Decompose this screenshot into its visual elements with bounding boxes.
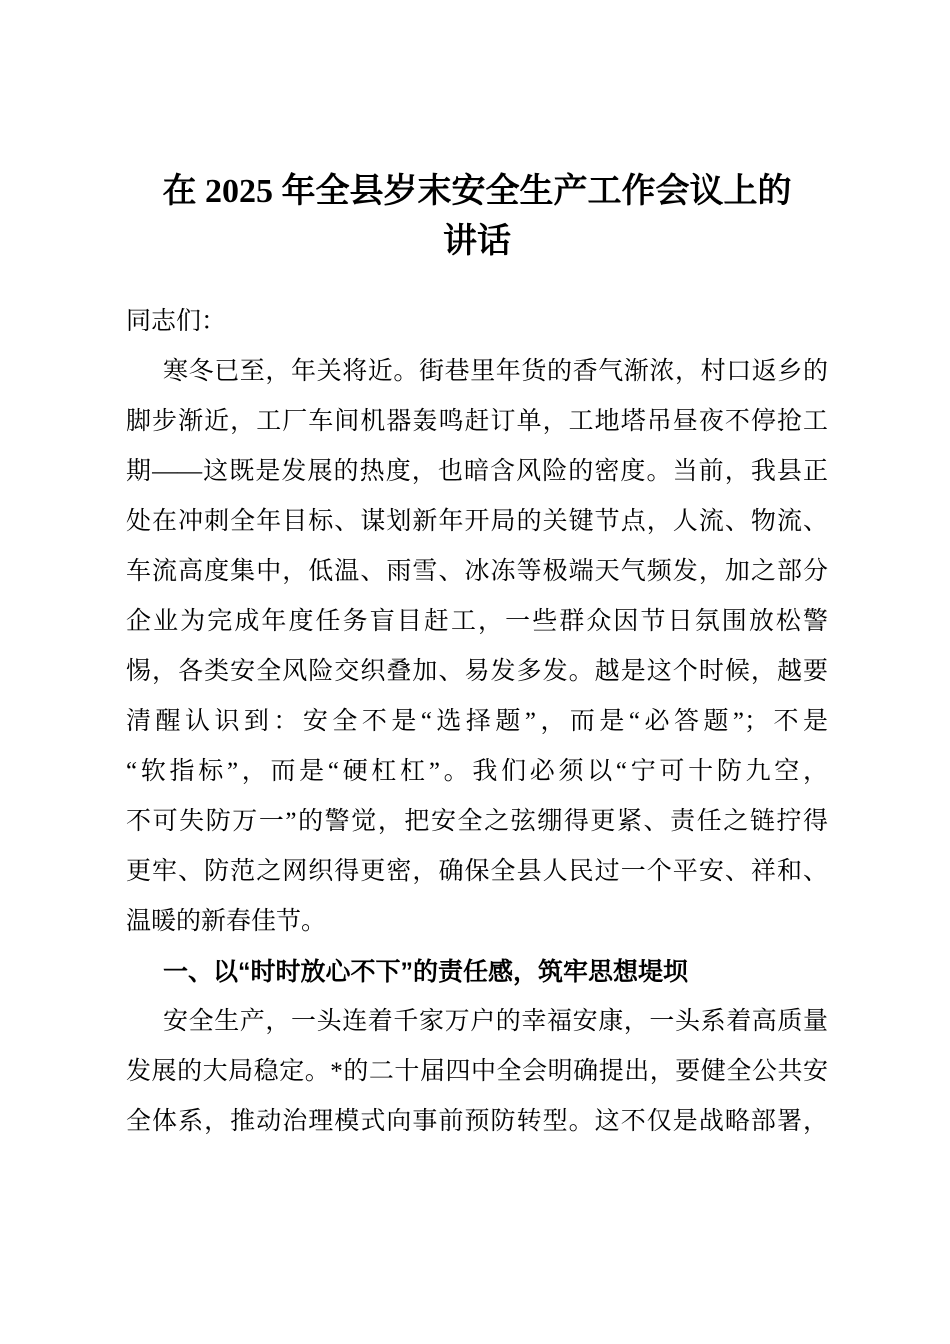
text-line: 更牢、防范之网织得更密，确保全县人民过一个平安、祥和、 [126, 858, 828, 885]
text-line: 同志们： [126, 308, 227, 335]
text-line: 惕，各类安全风险交织叠加、易发多发。越是这个时候，越要 [126, 658, 828, 685]
title-line-1: 在 2025 年全县岁末安全生产工作会议上的 [162, 173, 792, 210]
document-title [126, 167, 828, 267]
text-line: 安全生产，一头连着千家万户的幸福安康，一头系着高质量 [163, 1008, 828, 1035]
text-line: 全体系，推动治理模式向事前预防转型。这不仅是战略部署， [126, 1108, 828, 1135]
text-line: 温暖的新春佳节。 [126, 908, 327, 935]
text-line: 不可失防万一”的警觉，把安全之弦绷得更紧、责任之链拧得 [126, 808, 828, 835]
text-line: 脚步渐近，工厂车间机器轰鸣赶订单，工地塔吊昼夜不停抢工 [126, 408, 828, 435]
text-line: “软指标”，而是“硬杠杠”。我们必须以“宁可十防九空， [126, 758, 828, 785]
text-line: 车流高度集中，低温、雨雪、冰冻等极端天气频发，加之部分 [126, 558, 828, 585]
text-line: 清醒认识到：安全不是“选择题”，而是“必答题”；不是 [126, 708, 828, 735]
text-line: 处在冲刺全年目标、谋划新年开局的关键节点，人流、物流、 [126, 508, 828, 535]
document-body [126, 297, 828, 1147]
text-line: 期——这既是发展的热度，也暗含风险的密度。当前，我县正 [126, 458, 828, 485]
title-line-2: 讲话 [443, 223, 511, 260]
section-heading: 一、以“时时放心不下”的责任感，筑牢思想堤坝 [163, 958, 689, 986]
text-line: 寒冬已至，年关将近。街巷里年货的香气渐浓，村口返乡的 [163, 358, 828, 385]
text-line: 发展的大局稳定。*的二十届四中全会明确提出，要健全公共安 [126, 1058, 828, 1085]
text-line: 企业为完成年度任务盲目赶工，一些群众因节日氛围放松警 [126, 608, 828, 635]
